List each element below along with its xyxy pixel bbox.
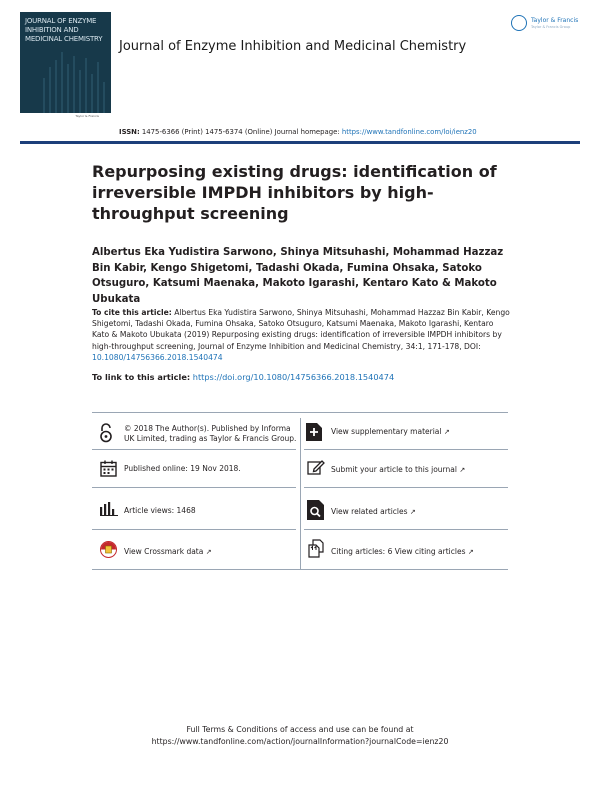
article-views: Article views: 1468	[124, 506, 196, 515]
row-rule	[92, 487, 296, 488]
supplementary-link[interactable]: View supplementary material ↗	[331, 427, 450, 436]
calendar-icon	[100, 460, 117, 481]
cover-title: JOURNAL OF ENZYME INHIBITION AND MEDICINAL CHEMISTRY	[25, 17, 103, 43]
article-doi-url[interactable]: https://doi.org/10.1080/14756366.2018.1540474	[192, 372, 395, 382]
crossmark-link[interactable]: View Crossmark data ↗	[124, 547, 212, 556]
external-link-icon: ↗	[459, 466, 466, 474]
article-title: Repurposing existing drugs: identification of irreversible IMPDH inhibitors by high-throughput screening	[92, 162, 497, 223]
row-rule	[304, 449, 508, 450]
related-articles-link[interactable]: View related articles ↗	[331, 507, 416, 516]
logo-icon	[511, 15, 527, 31]
publisher-logo[interactable]	[511, 15, 586, 37]
row-rule	[92, 529, 296, 530]
panel-top-rule	[92, 412, 508, 413]
row-rule	[304, 529, 508, 530]
external-link-icon: ↗	[205, 548, 212, 556]
link-to-article	[92, 372, 512, 382]
external-link-icon: ↗	[467, 548, 474, 556]
issn-label: ISSN:	[119, 128, 140, 136]
panel-bottom-rule	[92, 569, 508, 570]
terms-footer	[0, 724, 600, 747]
row-rule	[92, 449, 296, 450]
logo-subtext: Taylor & Francis Group	[531, 25, 571, 29]
issn-text: 1475-6366 (Print) 1475-6374 (Online) Journal homepage:	[141, 128, 340, 136]
pencil-icon	[307, 459, 325, 480]
bar-chart-icon	[100, 501, 118, 520]
logo-text: Taylor & Francis	[531, 17, 579, 24]
citing-articles-icon	[307, 539, 326, 562]
journal-homepage-link[interactable]: https://www.tandfonline.com/loi/ienz20	[341, 128, 477, 136]
citation-text: Albertus Eka Yudistira Sarwono, Shinya Mitsuhashi, Mohammad Hazzaz Bin Kabir, Kengo Shigetomi, Tadashi Okada, Fumina Ohsaka, Satoko Otsuguro, Katsumi Maenaka, Makoto Igarashi, Kentaro Kato & Makoto Ubukata (2019) Repurposing existing drugs: identification of irreversible IMPDH inhibitors by high-throughput screening, Journal of Enzyme Inhibition and Medicinal Chemistry, 34:1, 171-178, DOI:	[92, 308, 510, 351]
citation-block	[92, 307, 512, 363]
published-date: Published online: 19 Nov 2018.	[124, 464, 241, 473]
link-label: To link to this article:	[92, 372, 191, 382]
doi-link[interactable]: 10.1080/14756366.2018.1540474	[92, 352, 223, 362]
plus-document-icon	[306, 423, 322, 445]
terms-url[interactable]: https://www.tandfonline.com/action/journalInformation?journalCode=ienz20	[151, 736, 449, 746]
external-link-icon: ↗	[409, 508, 416, 516]
crossmark-icon	[100, 541, 117, 562]
article-authors: Albertus Eka Yudistira Sarwono, Shinya Mitsuhashi, Mohammad Hazzaz Bin Kabir, Kengo Shigetomi, Tadashi Okada, Fumina Ohsaka, Satoko Otsuguro, Katsumi Maenaka, Makoto Igarashi, Kentaro Kato & Makoto Ubukata	[92, 247, 504, 305]
cover-footer: Taylor & Francis	[20, 113, 111, 120]
journal-cover-image	[20, 12, 111, 120]
citation-label: To cite this article:	[92, 308, 172, 317]
submit-article-link[interactable]: Submit your article to this journal ↗	[331, 465, 466, 474]
external-link-icon: ↗	[443, 428, 450, 436]
row-rule	[304, 487, 508, 488]
journal-title[interactable]: Journal of Enzyme Inhibition and Medicinal Chemistry	[119, 39, 467, 54]
header-rule	[20, 141, 580, 144]
panel-center-rule	[300, 418, 301, 570]
related-articles-icon	[307, 500, 324, 524]
issn-line	[119, 128, 477, 136]
terms-text: Full Terms & Conditions of access and use can be found at	[186, 725, 414, 734]
citing-articles-link[interactable]: Citing articles: 6 View citing articles ↗	[331, 547, 474, 556]
open-access-icon	[98, 422, 114, 448]
copyright-notice: © 2018 The Author(s). Published by Informa UK Limited, trading as Taylor & Francis Group.	[124, 424, 297, 443]
